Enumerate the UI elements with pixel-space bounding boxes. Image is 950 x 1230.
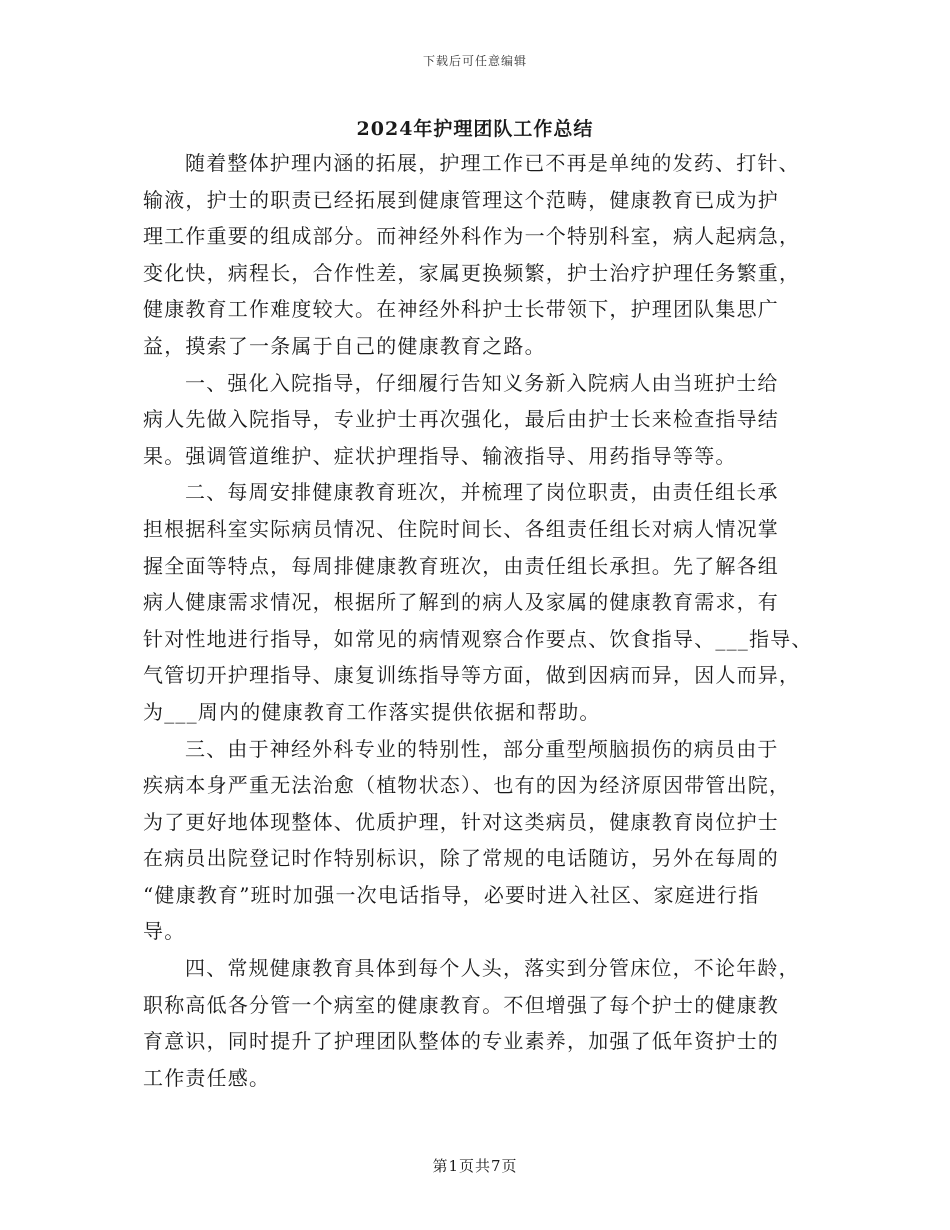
text-line: 职称高低各分管一个病室的健康教育。不但增强了每个护士的健康教 [143, 992, 779, 1017]
text-line: 二、每周安排健康教育班次，并梳理了岗位职责，由责任组长承 [185, 480, 779, 505]
text-line: 四、常规健康教育具体到每个人头，落实到分管床位，不论年龄， [185, 956, 800, 981]
text-line: 变化快，病程长，合作性差，家属更换频繁，护士治疗护理任务繁重， [143, 260, 801, 285]
text-line: 输液，护士的职责已经拓展到健康管理这个范畴，健康教育已成为护 [143, 187, 779, 212]
text-line: 一、强化入院指导，仔细履行告知义务新入院病人由当班护士给 [185, 370, 779, 395]
text-line: 随着整体护理内涵的拓展，护理工作已不再是单纯的发药、打针、 [185, 151, 800, 175]
text-line: 益，摸索了一条属于自己的健康教育之路。 [143, 333, 546, 358]
text-line: 为了更好地体现整体、优质护理，针对这类病员，健康教育岗位护士 [143, 809, 779, 834]
text-line: 理工作重要的组成部分。而神经外科作为一个特别科室，病人起病急， [143, 224, 801, 249]
text-line: 疾病本身严重无法治愈（植物状态）、也有的因为经济原因带管出院， [143, 773, 791, 798]
text-line: 担根据科室实际病员情况、住院时间长、各组责任组长对病人情况掌 [143, 516, 779, 541]
text-line: 果。强调管道维护、症状护理指导、输液指导、用药指导等等。 [143, 443, 737, 468]
document-body [143, 145, 823, 1096]
text-line: 握全面等特点，每周排健康教育班次，由责任组长承担。先了解各组 [143, 553, 779, 578]
text-line: 工作责任感。 [143, 1065, 271, 1090]
text-line: 针对性地进行指导，如常见的病情观察合作要点、饮食指导、___指导、 [143, 626, 813, 651]
text-line: 健康教育工作难度较大。在神经外科护士长带领下，护理团队集思广 [143, 297, 779, 322]
text-line: 为___周内的健康教育工作落实提供依据和帮助。 [143, 699, 601, 724]
text-line: 气管切开护理指导、康复训练指导等方面，做到因病而异，因人而异， [143, 663, 801, 688]
text-line: 导。 [143, 919, 186, 944]
text-line: 病人健康需求情况，根据所了解到的病人及家属的健康教育需求，有 [143, 590, 779, 615]
header-note: 下载后可任意编辑 [422, 54, 527, 68]
document-title: 2024年护理团队工作总结 [356, 118, 594, 140]
text-line: 育意识，同时提升了护理团队整体的专业素养，加强了低年资护士的 [143, 1029, 779, 1054]
text-line: 在病员出院登记时作特别标识，除了常规的电话随访，另外在每周的 [143, 846, 779, 871]
text-line: “健康教育”班时加强一次电话指导，必要时进入社区、家庭进行指 [143, 882, 760, 907]
text-line: 三、由于神经外科专业的特别性，部分重型颅脑损伤的病员由于 [185, 736, 779, 761]
page-footer: 第1页共7页 [432, 1157, 518, 1175]
text-line: 病人先做入院指导，专业护士再次强化，最后由护士长来检查指导结 [143, 407, 779, 432]
